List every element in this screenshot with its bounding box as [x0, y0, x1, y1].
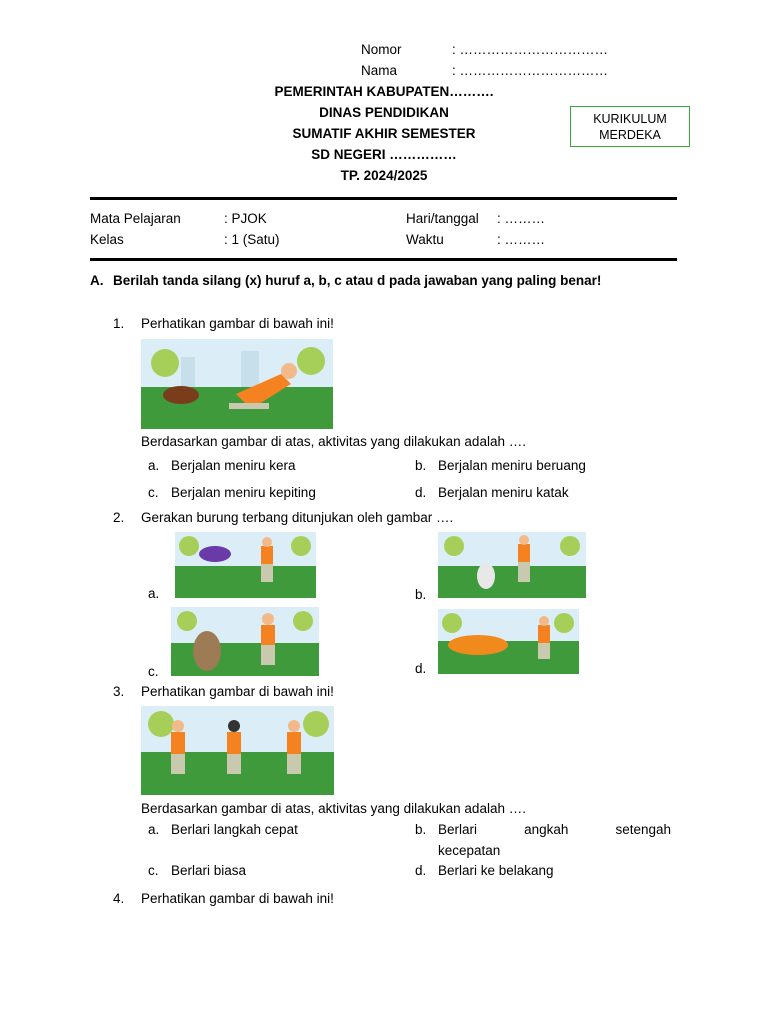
bottom-rule	[90, 258, 677, 261]
q3-option-d-letter[interactable]: d.	[415, 863, 427, 878]
q3-option-a[interactable]: Berlari langkah cepat	[171, 822, 298, 837]
q3-number: 3.	[113, 684, 125, 699]
q1-question: Berdasarkan gambar di atas, aktivitas yang dilakukan adalah ….	[141, 434, 526, 449]
q4-text: Perhatikan gambar di bawah ini!	[141, 891, 334, 906]
q3-option-a-letter[interactable]: a.	[148, 822, 160, 837]
q2-picture-b-rabbit[interactable]	[438, 532, 586, 598]
nomor-value: : ……………………………	[452, 42, 609, 57]
stamp-line-1: KURIKULUM	[593, 112, 667, 126]
q2-picture-c-kangaroo[interactable]	[171, 607, 319, 676]
q2-picture-d-tiger[interactable]	[438, 609, 579, 674]
top-rule	[90, 197, 677, 200]
section-letter: A.	[90, 273, 104, 288]
header-line-1: PEMERINTAH KABUPATEN……….	[274, 84, 494, 99]
q3-option-b[interactable]: Berlari angkah setengah	[438, 822, 671, 837]
section-instruction: Berilah tanda silang (x) huruf a, b, c atau d pada jawaban yang paling benar!	[113, 273, 602, 288]
q1-option-b-letter[interactable]: b.	[415, 458, 427, 473]
q3-option-c[interactable]: Berlari biasa	[171, 863, 247, 878]
q1-option-c[interactable]: Berjalan meniru kepiting	[171, 485, 316, 500]
q1-option-d[interactable]: Berjalan meniru katak	[438, 485, 569, 500]
hari-value: : ………	[497, 211, 546, 226]
q3-option-d[interactable]: Berlari ke belakang	[438, 863, 554, 878]
q2-option-c-letter[interactable]: c.	[148, 664, 159, 679]
q2-option-a-letter[interactable]: a.	[148, 586, 160, 601]
header-line-4: SD NEGERI ……………	[311, 147, 457, 162]
mapel-value: : PJOK	[224, 211, 267, 226]
waktu-label: Waktu	[406, 232, 444, 247]
kelas-value: : 1 (Satu)	[224, 232, 280, 247]
stamp-line-2: MERDEKA	[599, 128, 661, 142]
header-line-2: DINAS PENDIDIKAN	[319, 105, 449, 120]
hari-label: Hari/tanggal	[406, 211, 479, 226]
q1-option-a[interactable]: Berjalan meniru kera	[171, 458, 296, 473]
q3-picture-running	[141, 706, 334, 795]
q3-option-b-letter[interactable]: b.	[415, 822, 427, 837]
q1-option-d-letter[interactable]: d.	[415, 485, 427, 500]
nama-label: Nama	[361, 63, 398, 78]
q3-text: Perhatikan gambar di bawah ini!	[141, 684, 334, 699]
header-line-5: TP. 2024/2025	[340, 168, 428, 183]
kelas-label: Kelas	[90, 232, 124, 247]
q1-option-c-letter[interactable]: c.	[148, 485, 159, 500]
q2-text: Gerakan burung terbang ditunjukan oleh gambar ….	[141, 510, 454, 525]
q1-option-b[interactable]: Berjalan meniru beruang	[438, 458, 586, 473]
q2-number: 2.	[113, 510, 125, 525]
q3-option-c-letter[interactable]: c.	[148, 863, 159, 878]
q2-picture-a-bird[interactable]	[175, 532, 316, 598]
q1-text: Perhatikan gambar di bawah ini!	[141, 316, 334, 331]
nomor-label: Nomor	[361, 42, 402, 57]
q4-number: 4.	[113, 891, 125, 906]
q1-number: 1.	[113, 316, 125, 331]
q2-option-b-letter[interactable]: b.	[415, 587, 427, 602]
q1-option-a-letter[interactable]: a.	[148, 458, 160, 473]
mapel-label: Mata Pelajaran	[90, 211, 181, 226]
kurikulum-stamp	[570, 106, 690, 147]
header-line-3: SUMATIF AKHIR SEMESTER	[292, 126, 476, 141]
q2-option-d-letter[interactable]: d.	[415, 661, 427, 676]
waktu-value: : ………	[497, 232, 546, 247]
nama-value: : ……………………………	[452, 63, 609, 78]
q3-question: Berdasarkan gambar di atas, aktivitas yang dilakukan adalah ….	[141, 801, 526, 816]
q1-picture-bear-walk	[141, 339, 333, 429]
q3-option-b-continuation[interactable]: kecepatan	[438, 843, 501, 858]
